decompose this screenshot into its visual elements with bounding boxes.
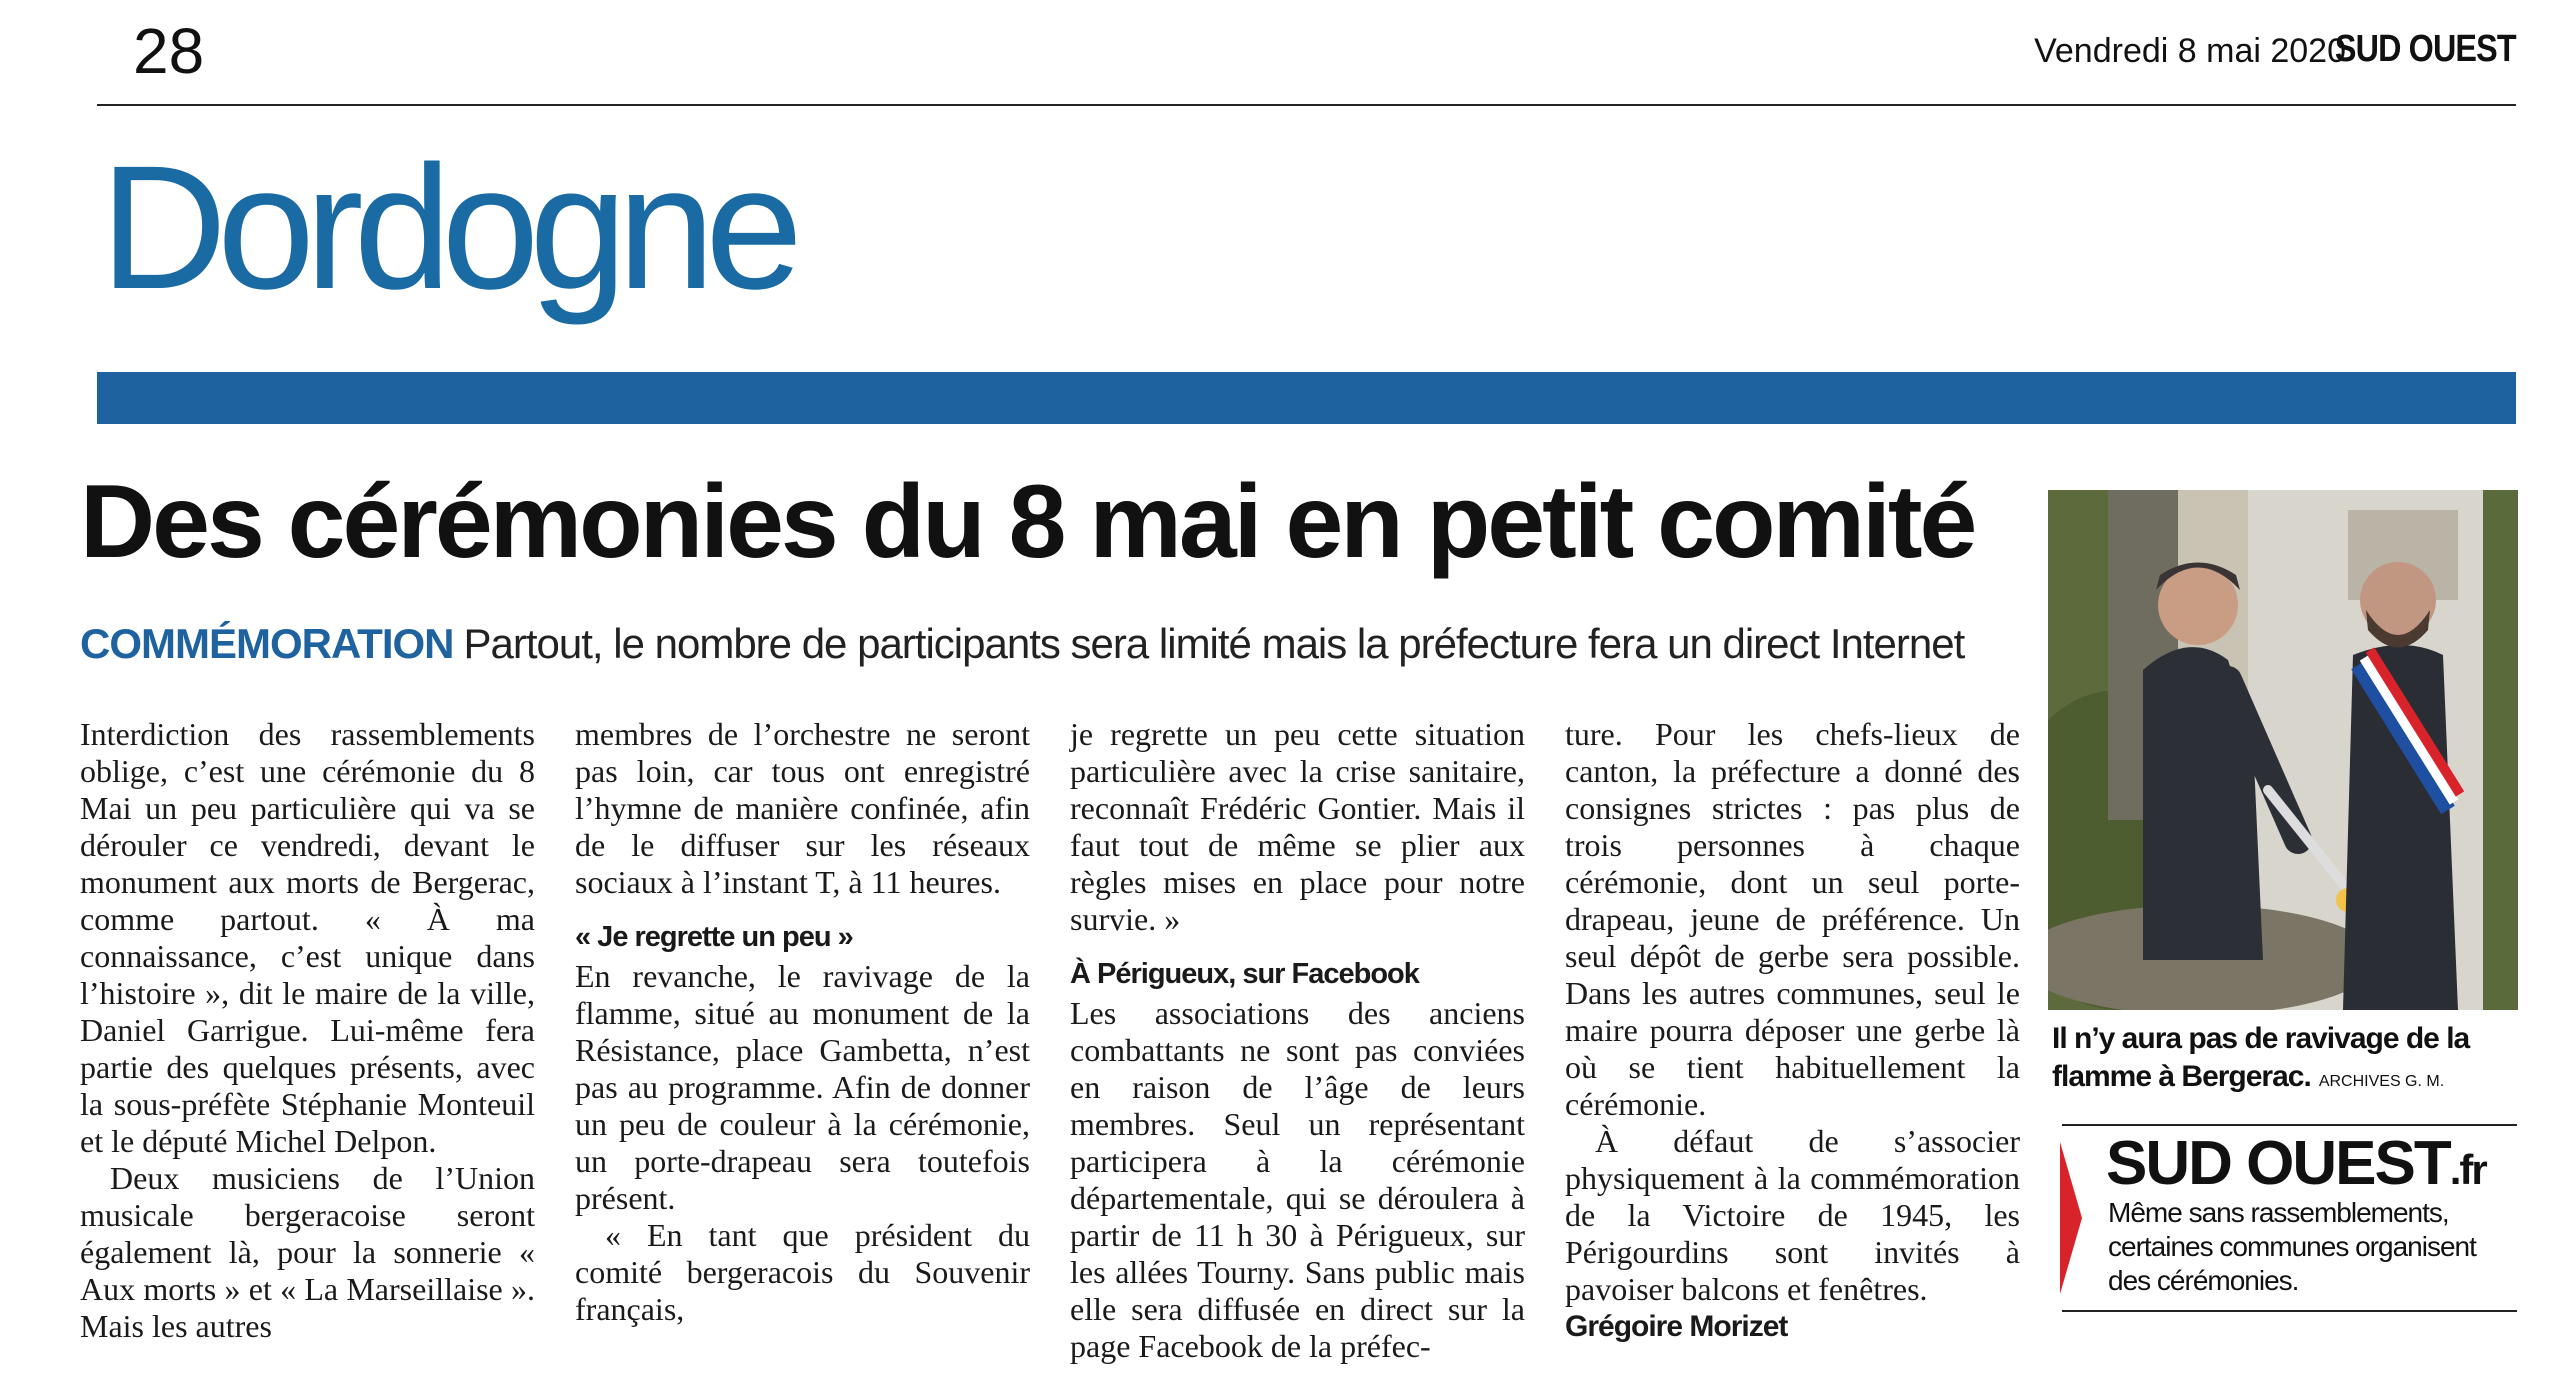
paragraph: ture. Pour les chefs-lieux de canton, la préfecture a donné des consignes strictes : pas plus de trois personnes à chaque cérémonie, dont un seul porte-drapeau, jeune de préférence. Un seul dépôt de gerbe sera possible. Dans les autres communes, seul le maire pourra déposer une gerbe là où se tient habituellement la cérémonie. (1565, 716, 2020, 1122)
paragraph: À défaut de s’associer physiquement à la commémoration de la Victoire de 1945, les Périgourdins sont invités à pavoiser balcons et fenêtres. (1565, 1123, 2020, 1307)
paragraph: Deux musiciens de l’Union musicale bergeracoise seront également là, pour la sonnerie « Aux morts » et « La Marseillaise ». Mais les autres (80, 1160, 535, 1344)
paragraph: « En tant que président du comité bergeracois du Souvenir français, (575, 1217, 1030, 1327)
caption-text: Il n’y aura pas de ravivage de la flamme à Bergerac. (2052, 1022, 2470, 1093)
section-band (97, 372, 2516, 424)
ceremony-photo-illustration (2048, 490, 2518, 1010)
photo-credit: ARCHIVES G. M. (2318, 1073, 2445, 1090)
section-title: Dordogne (100, 130, 794, 326)
subhead-text: Partout, le nombre de participants sera limité mais la préfecture fera un direct Internet (463, 620, 1965, 667)
article-subhead (80, 620, 2040, 668)
promo-divider-top (2062, 1124, 2517, 1126)
page-number: 28 (133, 15, 205, 87)
column-1 (80, 716, 535, 1356)
promo-logo-domain: .fr (2449, 1146, 2486, 1193)
promo-text[interactable]: Même sans rassemblements, certaines communes organisent des cérémonies. (2108, 1197, 2476, 1296)
article-headline: Des cérémonies du 8 mai en petit comité (80, 464, 1975, 580)
photo-caption (2052, 1020, 2532, 1101)
paragraph: membres de l’orchestre ne seront pas loin, car tous ont enregistré l’hymne de manière confinée, afin de le diffuser sur les réseaux sociaux à l’instant T, à 11 heures. (575, 716, 1030, 900)
promo-divider-bottom (2062, 1310, 2517, 1312)
article-photo (2048, 490, 2518, 1010)
newspaper-brand: SUD OUEST (2335, 28, 2516, 70)
paragraph: Les associations des anciens combattants ne sont pas conviées en raison de l’âge de leurs membres. Seul un représentant participera à la cérémonie départementale, qui se déroulera à partir de 11 h 30 à Périgueux, sur les allées Tourny. Sans public mais elle sera diffusée en direct sur la page Facebook de la préfec- (1070, 995, 1525, 1364)
article-body (80, 716, 2020, 1364)
paragraph: En revanche, le ravivage de la flamme, situé au monument de la Résistance, place Gambetta, n’est pas au programme. Afin de donner un peu de couleur à la cérémonie, un porte-drapeau sera toutefois présent. (575, 958, 1030, 1216)
promo-arrow-icon (2060, 1142, 2082, 1294)
article-kicker: COMMÉMORATION (80, 620, 454, 667)
article-author: Grégoire Morizet (1565, 1310, 1788, 1343)
column-2 (575, 716, 1030, 1356)
paragraph: je regrette un peu cette situation particulière avec la crise sanitaire, reconnaît Frédéric Gontier. Mais il faut tout de même se plier aux règles mises en place pour notre survie. » (1070, 716, 1525, 937)
promo-logo-main: SUD OUEST (2106, 1129, 2450, 1198)
issue-date: Vendredi 8 mai 2020 (2034, 32, 2346, 70)
intertitle: « Je regrette un peu » (575, 921, 853, 953)
top-rule (97, 104, 2516, 106)
paragraph: Interdiction des rassemblements oblige, c’est une cérémonie du 8 Mai un peu particulière qui va se dérouler ce vendredi, devant le monument aux morts de Bergerac, comme partout. « À ma connaissance, c’est unique dans l’histoire », dit le maire de la ville, Daniel Garrigue. Lui-même fera partie des quelques présents, avec la sous-préfète Stéphanie Monteuil et le député Michel Delpon. (80, 716, 535, 1159)
column-3 (1070, 716, 1525, 1364)
promo-logo[interactable] (2106, 1128, 2486, 1199)
column-4 (1565, 716, 2020, 1356)
intertitle: À Périgueux, sur Facebook (1070, 958, 1419, 990)
